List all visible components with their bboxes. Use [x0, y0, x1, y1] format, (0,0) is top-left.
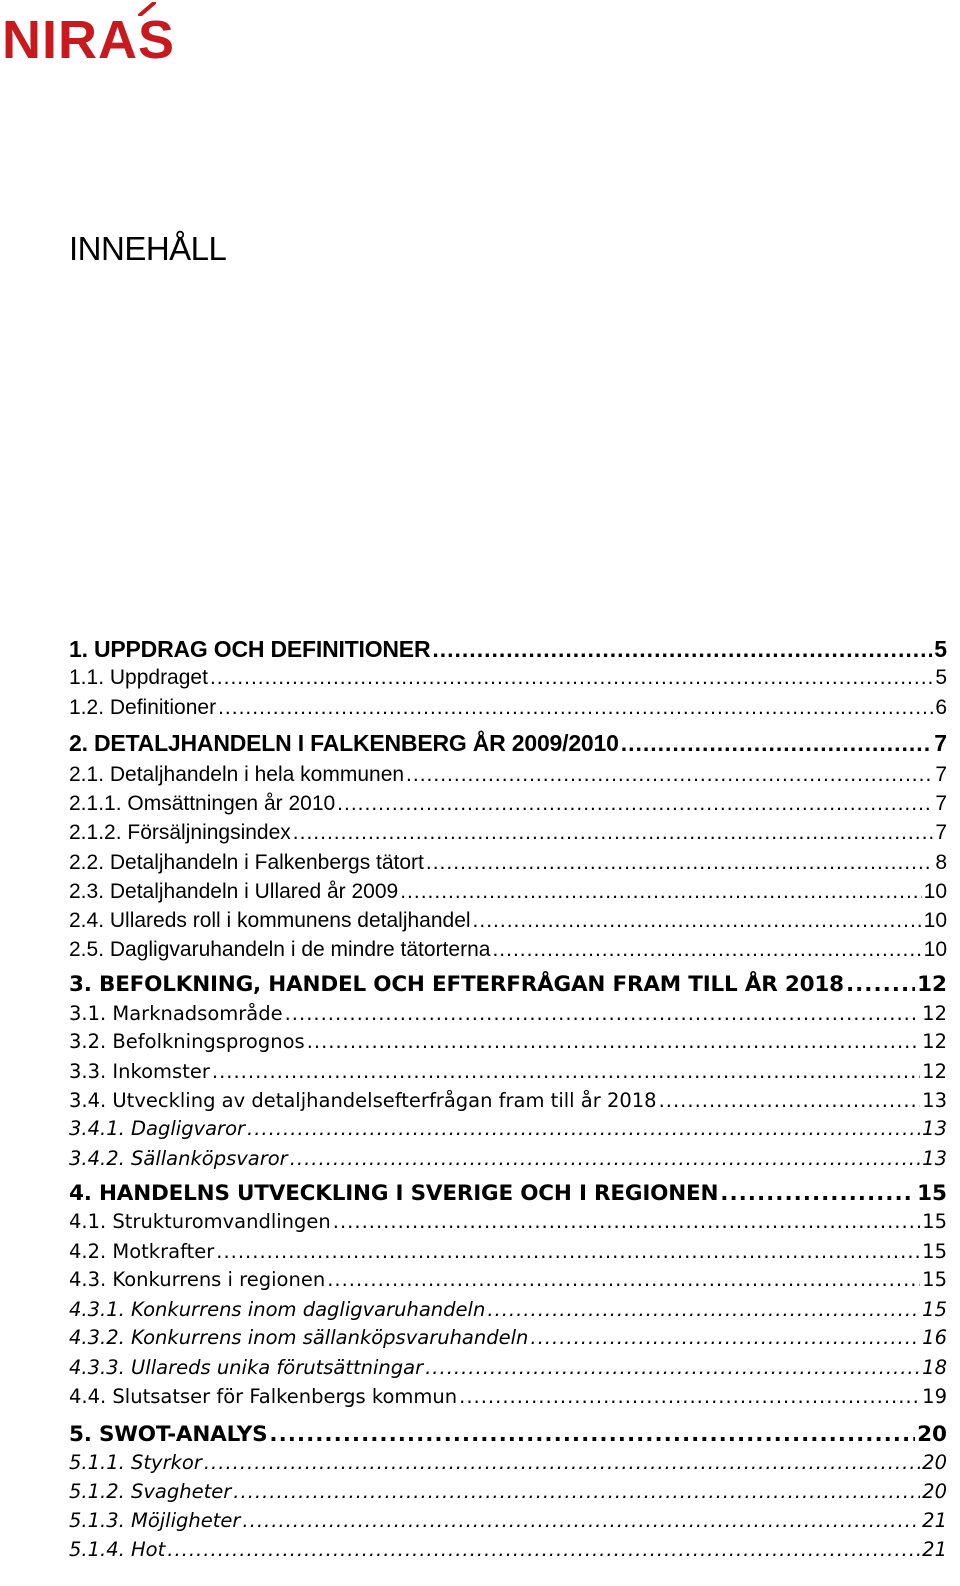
toc-entry[interactable] [69, 1538, 947, 1568]
toc-entry[interactable] [69, 1298, 947, 1328]
page-title: INNEHÅLL [69, 230, 227, 267]
toc-entry[interactable] [69, 1089, 947, 1119]
toc-entry-label: 3.4.1. Dagligvaror [69, 1117, 246, 1141]
logo-wordmark: NIRAS [2, 10, 176, 70]
toc-entry-label: 4. HANDELNS UTVECKLING I SVERIGE OCH I REGIONEN [69, 1180, 719, 1206]
toc-entry[interactable] [69, 880, 947, 910]
toc-entry[interactable] [69, 696, 947, 726]
toc-entry-page-number: 7 [935, 821, 947, 845]
toc-entry-page-number: 18 [922, 1355, 947, 1379]
toc-entry-page-number: 13 [922, 1117, 947, 1141]
toc-entry[interactable] [69, 1385, 947, 1415]
toc-entry[interactable] [69, 1480, 947, 1510]
toc-entry-page-number: 12 [922, 1030, 947, 1054]
toc-entry-label: 4.3.3. Ullareds unika förutsättningar [69, 1355, 424, 1379]
toc-dot-leader [720, 1181, 915, 1206]
toc-entry[interactable] [69, 1181, 947, 1211]
toc-entry-page-number: 7 [934, 730, 947, 757]
toc-dot-leader [337, 792, 933, 816]
toc-entry-page-number: 10 [923, 938, 947, 962]
toc-entry-page-number: 15 [922, 1268, 947, 1292]
toc-entry-label: 5.1.1. Styrkor [69, 1451, 202, 1475]
toc-entry-label: 4.3.1. Konkurrens inom dagligvaruhandeln [69, 1297, 486, 1321]
toc-entry-page-number: 15 [922, 1239, 947, 1263]
toc-entry-page-number: 20 [922, 1479, 947, 1503]
toc-entry[interactable] [69, 938, 947, 968]
toc-entry-page-number: 5 [934, 636, 947, 662]
toc-entry-label: 5.1.2. Svagheter [69, 1479, 232, 1503]
toc-entry-page-number: 13 [922, 1146, 947, 1170]
toc-entry-label: 2. DETALJHANDELN I FALKENBERG ÅR 2009/2010 [69, 730, 619, 757]
toc-entry-label: 4.4. Slutsatser för Falkenbergs kommun [69, 1384, 458, 1408]
toc-entry[interactable] [69, 1509, 947, 1539]
toc-entry[interactable] [69, 851, 947, 881]
toc-entry[interactable] [69, 909, 947, 939]
toc-entry-label: 3.4. Utveckling av detaljhandelsefterfrågan fram till år 2018 [69, 1088, 657, 1112]
toc-entry-page-number: 12 [917, 972, 947, 998]
toc-dot-leader [269, 1422, 915, 1447]
toc-entry-label: 3.4.2. Sällanköpsvaror [69, 1146, 288, 1170]
toc-entry[interactable] [69, 821, 947, 851]
toc-entry-label: 1.1. Uppdraget [69, 666, 208, 690]
toc-entry-label: 2.3. Detaljhandeln i Ullared år 2009 [69, 880, 399, 903]
toc-entry-label: 3. BEFOLKNING, HANDEL OCH EFTERFRÅGAN FRAM TILL ÅR 2018 [69, 972, 844, 998]
toc-entry-page-number: 5 [935, 666, 947, 690]
logo-accent-icon [132, 2, 162, 16]
toc-dot-leader [293, 821, 934, 845]
toc-entry[interactable] [69, 792, 947, 822]
toc-entry-label: 4.3. Konkurrens i regionen [69, 1268, 326, 1292]
toc-entry-label: 4.1. Strukturomvandlingen [69, 1210, 331, 1234]
toc-entry[interactable] [69, 1422, 947, 1452]
toc-entry-label: 3.1. Marknadsområde [69, 1001, 283, 1025]
toc-dot-leader [333, 1210, 920, 1233]
toc-entry-label: 1. UPPDRAG OCH DEFINITIONER [69, 636, 431, 662]
toc-entry-label: 2.2. Detaljhandeln i Falkenbergs tätort [69, 850, 424, 874]
toc-entry-label: 3.2. Befolkningsprognos [69, 1030, 305, 1054]
toc-dot-leader [425, 1356, 920, 1379]
toc-dot-leader [473, 909, 922, 933]
toc-entry[interactable] [69, 1210, 947, 1240]
toc-entry[interactable] [69, 666, 947, 696]
toc-entry-label: 2.1. Detaljhandeln i hela kommunen [69, 762, 405, 786]
toc-entry-label: 5. SWOT-ANALYS [69, 1421, 268, 1447]
toc-entry-page-number: 20 [922, 1451, 947, 1475]
toc-entry-label: 2.5. Dagligvaruhandeln i de mindre tätorterna [69, 938, 491, 962]
toc-dot-leader [290, 1147, 920, 1170]
toc-entry-page-number: 16 [922, 1326, 947, 1350]
toc-dot-leader [204, 1451, 920, 1474]
toc-entry-label: 4.2. Motkrafter [69, 1239, 215, 1263]
toc-dot-leader [426, 851, 933, 875]
toc-entry[interactable] [69, 1147, 947, 1177]
toc-entry-page-number: 20 [917, 1421, 947, 1447]
toc-entry-page-number: 8 [935, 850, 947, 874]
toc-entry[interactable] [69, 972, 947, 1002]
toc-entry[interactable] [69, 1060, 947, 1090]
toc-entry-page-number: 15 [917, 1180, 947, 1206]
toc-dot-leader [285, 1002, 921, 1025]
toc-dot-leader [400, 880, 921, 904]
toc-entry-page-number: 15 [922, 1297, 947, 1321]
toc-entry[interactable] [69, 763, 947, 793]
toc-dot-leader [530, 1326, 920, 1349]
toc-entry[interactable] [69, 1268, 947, 1298]
toc-dot-leader [659, 1089, 921, 1112]
toc-entry-label: 2.4. Ullareds roll i kommunens detaljhandel [69, 908, 471, 932]
toc-dot-leader [459, 1385, 920, 1408]
toc-entry-page-number: 19 [922, 1384, 947, 1408]
toc-dot-leader [307, 1030, 920, 1053]
toc-dot-leader [846, 972, 915, 997]
toc-dot-leader [212, 1060, 920, 1083]
toc-entry-label: 1.2. Definitioner [69, 695, 217, 719]
toc-dot-leader [621, 730, 933, 757]
toc-entry-label: 4.3.2. Konkurrens inom sällanköpsvaruhandeln [69, 1326, 529, 1350]
toc-entry-label: 3.3. Inkomster [69, 1059, 210, 1083]
toc-entry-page-number: 12 [922, 1001, 947, 1025]
toc-entry-label: 2.1.1. Omsättningen år 2010 [69, 792, 336, 816]
toc-entry-page-number: 12 [922, 1059, 947, 1083]
toc-entry-page-number: 7 [935, 762, 947, 786]
toc-dot-leader [492, 938, 921, 962]
toc-entry-page-number: 21 [922, 1538, 947, 1561]
toc-entry[interactable] [69, 1326, 947, 1356]
toc-entry[interactable] [69, 1002, 947, 1032]
toc-entry-label: 5.1.3. Möjligheter [69, 1509, 241, 1533]
toc-dot-leader [210, 666, 933, 690]
toc-dot-leader [216, 1240, 920, 1263]
toc-dot-leader [242, 1509, 920, 1532]
toc-entry[interactable] [69, 1030, 947, 1060]
toc-entry-page-number: 7 [935, 792, 947, 816]
toc-dot-leader [218, 696, 933, 720]
toc-dot-leader [233, 1480, 920, 1503]
toc-entry-page-number: 15 [922, 1210, 947, 1234]
toc-entry-page-number: 21 [922, 1509, 947, 1533]
toc-entry-label: 2.1.2. Försäljningsindex [69, 821, 291, 845]
niras-logo [2, 2, 214, 68]
toc-entry[interactable] [69, 1117, 947, 1147]
toc-entry[interactable] [69, 1356, 947, 1386]
toc-entry-page-number: 10 [923, 908, 947, 932]
toc-dot-leader [167, 1538, 920, 1561]
toc-entry[interactable] [69, 1240, 947, 1270]
toc-dot-leader [327, 1268, 920, 1291]
toc-dot-leader [487, 1298, 920, 1321]
toc-entry[interactable] [69, 730, 947, 760]
toc-dot-leader [432, 636, 932, 663]
toc-entry-label: 5.1.4. Hot [69, 1538, 166, 1561]
toc-entry-page-number: 6 [935, 695, 947, 719]
toc-entry[interactable] [69, 636, 947, 666]
toc-dot-leader [247, 1117, 920, 1140]
toc-entry[interactable] [69, 1451, 947, 1481]
toc-entry-page-number: 10 [923, 880, 947, 903]
toc-dot-leader [406, 763, 933, 787]
toc-entry-page-number: 13 [922, 1088, 947, 1112]
